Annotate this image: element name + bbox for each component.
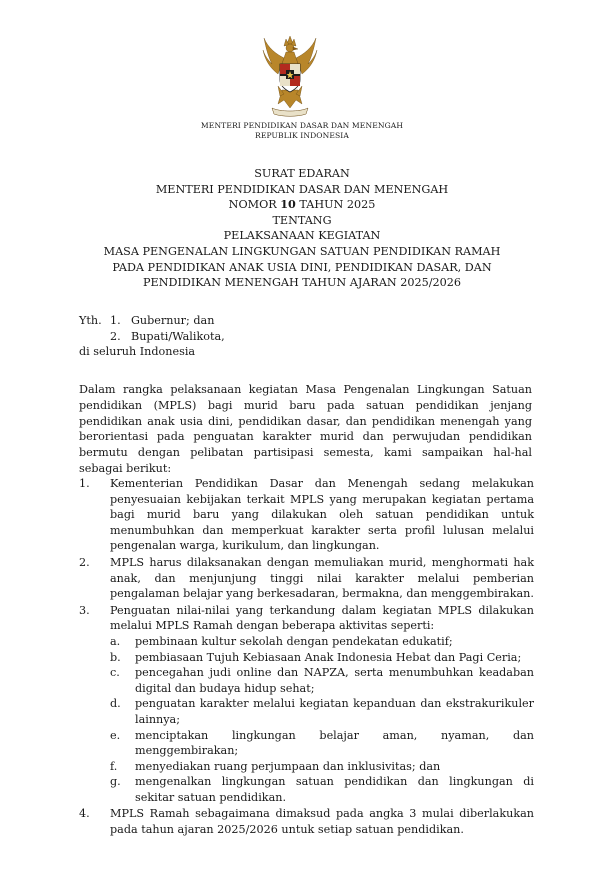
title-line-1: SURAT EDARAN	[254, 167, 350, 180]
title-line-2: MENTERI PENDIDIKAN DASAR DAN MENENGAH	[155, 182, 449, 196]
addressee-item: Gubernur; dan	[131, 314, 215, 327]
addressee-num: 2.	[110, 329, 121, 343]
point-list	[79, 476, 534, 838]
title-line-4: TENTANG	[272, 213, 332, 227]
title-line-3: NOMOR 10 TAHUN 2025	[228, 197, 376, 212]
sub-item: d. penguatan karakter melalui kegiatan kepanduan dan ekstrakurikuler lainnya;	[110, 697, 534, 726]
sub-item: e. menciptakan lingkungan belajar aman, nyaman, dan menggembirakan;	[110, 728, 534, 758]
title-line-6: MASA PENGENALAN LINGKUNGAN SATUAN PENDIDIKAN RAMAH	[103, 244, 501, 258]
sub-item: f. menyediakan ruang perjumpaan dan inklusivitas; dan	[110, 759, 441, 773]
letterhead-country: REPUBLIK INDONESIA	[255, 131, 349, 140]
sub-item: g. mengenalkan lingkungan satuan pendidikan dan lingkungan di sekitar satuan pendidikan.	[110, 775, 534, 804]
list-item: 1. Kementerian Pendidikan Dasar dan Menengah sedang melakukan penyesuaian kebijakan terkait MPLS yang merupakan kegiatan pertama bagi murid baru yang dilakukan oleh satuan pendidikan untuk menumbuhkan dan memperkuat karakter serta profil lulusan melalui pengenalan warga, kurikulum, dan lingkungan.	[79, 477, 534, 553]
title-line-5: PELAKSANAAN KEGIATAN	[223, 229, 381, 243]
addressee-label: Yth.	[79, 314, 102, 327]
addressee-num: 1.	[110, 314, 121, 327]
title-line-8: PENDIDIKAN MENENGAH TAHUN AJARAN 2025/2026	[143, 276, 461, 290]
sub-item: a. pembinaan kultur sekolah dengan pendekatan edukatif;	[110, 634, 453, 648]
letter-number: 10	[280, 197, 296, 212]
sub-item: b. pembiasaan Tujuh Kebiasaan Anak Indonesia Hebat dan Pagi Ceria;	[110, 650, 522, 664]
addressee-item: Bupati/Walikota,	[131, 329, 225, 343]
document-title	[0, 166, 604, 291]
intro-paragraph: Dalam rangka pelaksanaan kegiatan Masa Pengenalan Lingkungan Satuan pendidikan (MPLS) bagi murid baru pada satuan pendidikan jenjang pendidikan anak usia dini, pendidikan dasar, dan pendidikan menengah yang berorientasi pada penguatan karakter murid dan perwujudan pendidikan bermutu dengan pelibatan partisipasi semesta, kami sampaikan hal-hal sebagai berikut:	[79, 383, 532, 475]
list-item: 3. Penguatan nilai-nilai yang terkandung dalam kegiatan MPLS dilakukan melalui MPLS Ramah dengan beberapa aktivitas seperti: a. pembinaan kultur sekolah dengan pendekatan edukatif; b. pembiasaan Tujuh Kebiasaan Anak Indonesia Hebat dan Pagi Ceria; c. pencegahan judi online dan NAPZA, serta menumbuhkan keadaban digital dan budaya hidup sehat; d. penguatan karakter melalui kegiatan kepanduan dan ekstrakurikuler lainnya; e. menciptakan lingkungan belajar aman, nyaman, dan menggembirakan; f. menyediakan ruang perjumpaan dan inklusivitas; dan g. mengenalkan lingkungan satuan pendidikan dan lingkungan di sekitar satuan pendidikan.	[79, 603, 534, 804]
addressee-block	[79, 313, 225, 360]
sub-item: c. pencegahan judi online dan NAPZA, serta menumbuhkan keadaban digital dan budaya hidup sehat;	[110, 666, 534, 695]
letterhead	[0, 121, 604, 141]
list-item: 2. MPLS harus dilaksanakan dengan memuliakan murid, menghormati hak anak, dan menjunjung tinggi nilai karakter melalui pemberian pengalaman belajar yang berkesadaran, bermakna, dan menggembirakan.	[79, 555, 534, 601]
addressee-location: di seluruh Indonesia	[79, 345, 196, 358]
sub-list	[110, 634, 534, 806]
letterhead-ministry: MENTERI PENDIDIKAN DASAR DAN MENENGAH	[200, 121, 404, 130]
list-item: 4. MPLS Ramah sebagaimana dimaksud pada angka 3 mulai diberlakukan pada tahun ajaran 2025/2026 untuk setiap satuan pendidikan.	[79, 807, 534, 837]
garuda-emblem-icon	[262, 34, 318, 118]
title-line-7: PADA PENDIDIKAN ANAK USIA DINI, PENDIDIKAN DASAR, DAN	[112, 260, 492, 274]
